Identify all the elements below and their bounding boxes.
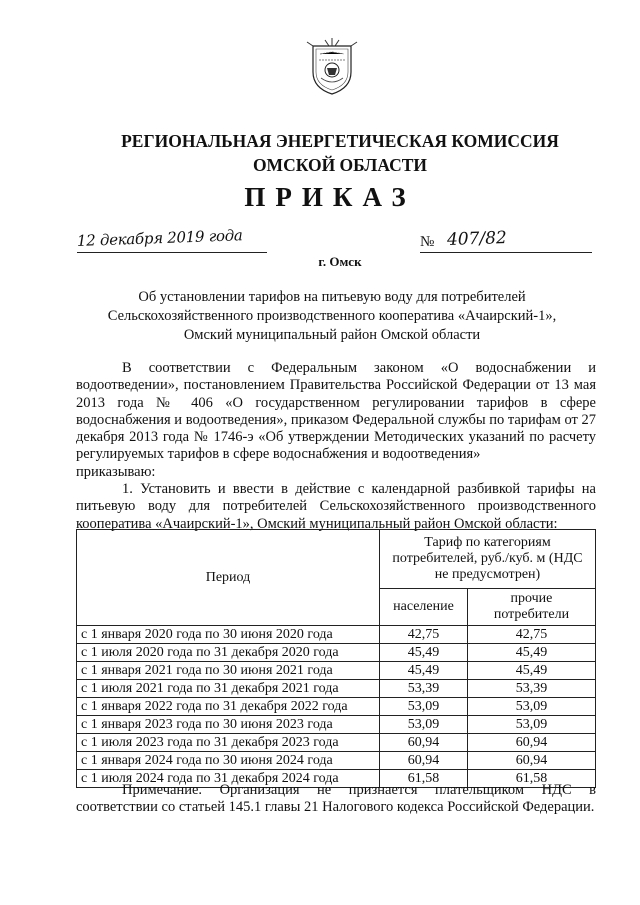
- cell-other: 60,94: [467, 752, 595, 770]
- cell-population: 60,94: [380, 734, 468, 752]
- handwritten-date: 12 декабря 2019 года: [76, 226, 243, 250]
- note-label: Примечание.: [122, 782, 203, 798]
- cell-other: 53,09: [467, 716, 595, 734]
- cell-period: с 1 июля 2021 года по 31 декабря 2021 года: [77, 680, 380, 698]
- cell-other: 45,49: [467, 644, 595, 662]
- document-type: ПРИКАЗ: [244, 182, 416, 212]
- city: г. Омск: [318, 254, 362, 269]
- order-word: приказываю:: [76, 463, 156, 480]
- note-text: Организация не признается плательщиком НДС в соответствии со статьей 145.1 главы 21 Налогового кодекса Российской Федерации.: [76, 782, 596, 816]
- table-row: [77, 734, 596, 752]
- cell-period: с 1 июля 2020 года по 31 декабря 2020 года: [77, 644, 380, 662]
- table-row: [77, 680, 596, 698]
- header-tariff: Тариф по категориям потребителей, руб./куб. м (НДС не предусмотрен): [380, 530, 596, 589]
- subject-line-2: Сельскохозяйственного производственного кооператива «Ачаирский-1»,: [107, 308, 557, 324]
- org-line-2: ОМСКОЙ ОБЛАСТИ: [252, 155, 428, 175]
- cell-period: с 1 января 2021 года по 30 июня 2021 года: [77, 662, 380, 680]
- cell-population: 60,94: [380, 752, 468, 770]
- cell-other: 53,39: [467, 680, 595, 698]
- preamble-text: В соответствии с Федеральным законом «О водоснабжении и водоотведении», постановлением Правительства Российской Федерации от 13 мая 2013 года № 406 «О государственном регулировании тарифов в сфере водоснабжения и водоотведения», приказом Федеральной службы по тарифам от 27 декабря 2013 года № 1746-э «Об утверждении Методических указаний по расчету регулируемых тарифов в сфере водоснабжения и водоотведения»: [76, 360, 596, 463]
- header-period: Период: [77, 530, 380, 626]
- handwritten-number: 407/82: [446, 227, 508, 251]
- table-row: [77, 752, 596, 770]
- preamble-paragraph: [76, 360, 596, 464]
- cell-population: 45,49: [380, 662, 468, 680]
- number-underline: [420, 252, 592, 253]
- table-row: [77, 662, 596, 680]
- cell-population: 53,39: [380, 680, 468, 698]
- table-row: [77, 716, 596, 734]
- note-paragraph: [76, 782, 596, 817]
- cell-population: 61,58: [380, 770, 468, 788]
- cell-period: с 1 июля 2024 года по 31 декабря 2024 года: [77, 770, 380, 788]
- date-underline: [77, 252, 267, 253]
- subject-line-3: Омский муниципальный район Омской области: [183, 327, 481, 343]
- organization-title: [80, 129, 600, 177]
- item-1-paragraph: 1. Установить и ввести в действие с календарной разбивкой тарифы на питьевую воду для потребителей Сельскохозяйственного производственного кооператива «Ачаирский-1», Омский муниципальный район Омской области:: [76, 481, 596, 532]
- cell-period: с 1 января 2024 года по 30 июня 2024 года: [77, 752, 380, 770]
- cell-population: 42,75: [380, 626, 468, 644]
- cell-other: 45,49: [467, 662, 595, 680]
- org-line-1: РЕГИОНАЛЬНАЯ ЭНЕРГЕТИЧЕСКАЯ КОМИССИЯ: [121, 131, 559, 151]
- header-population: население: [380, 589, 468, 626]
- subject-line-1: Об установлении тарифов на питьевую воду для потребителей: [138, 289, 526, 305]
- cell-period: с 1 июля 2023 года по 31 декабря 2023 года: [77, 734, 380, 752]
- cell-other: 53,09: [467, 698, 595, 716]
- cell-period: с 1 января 2020 года по 30 июня 2020 года: [77, 626, 380, 644]
- cell-other: 60,94: [467, 734, 595, 752]
- table-row: [77, 698, 596, 716]
- order-subject: [60, 288, 604, 345]
- number-prefix: №: [420, 234, 435, 250]
- header-other: прочие потребители: [467, 589, 595, 626]
- table-row: [77, 626, 596, 644]
- cell-period: с 1 января 2022 года по 31 декабря 2022 года: [77, 698, 380, 716]
- cell-other: 42,75: [467, 626, 595, 644]
- table-row: [77, 644, 596, 662]
- cell-population: 53,09: [380, 698, 468, 716]
- cell-population: 45,49: [380, 644, 468, 662]
- tariff-table: [76, 529, 596, 788]
- cell-population: 53,09: [380, 716, 468, 734]
- cell-other: 61,58: [467, 770, 595, 788]
- order-body: [76, 360, 596, 533]
- coat-of-arms-emblem: [305, 38, 359, 96]
- cell-period: с 1 января 2023 года по 30 июня 2023 года: [77, 716, 380, 734]
